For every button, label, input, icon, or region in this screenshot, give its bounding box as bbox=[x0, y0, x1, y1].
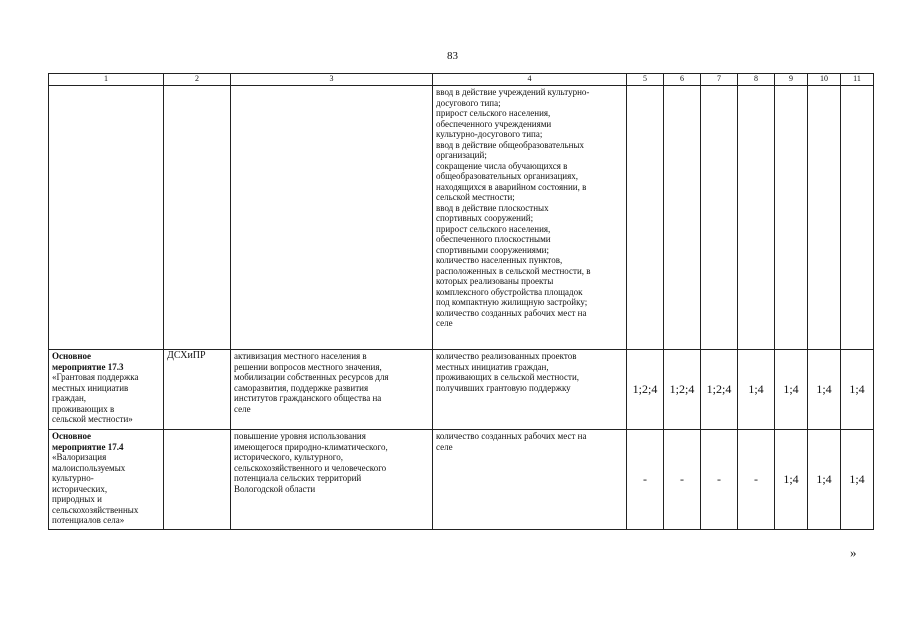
text-line: исторического, культурного, bbox=[234, 452, 344, 462]
value-cell: - bbox=[627, 430, 664, 530]
text-line: количество созданных рабочих мест на bbox=[436, 307, 587, 318]
measure-title: Основное bbox=[52, 351, 91, 361]
measure-title: мероприятие 17.4 bbox=[52, 441, 124, 452]
text-line: местных инициатив граждан, bbox=[436, 361, 549, 372]
text-line: мобилизации собственных ресурсов для bbox=[234, 372, 389, 382]
measure-description: потенциалов села» bbox=[52, 515, 125, 525]
text-line: сокращение числа обучающихся в bbox=[436, 160, 568, 171]
measure-description: «Грантовая поддержка bbox=[52, 372, 139, 382]
text-line: количество населенных пунктов, bbox=[436, 255, 563, 265]
col-header-4: 4 bbox=[433, 74, 627, 86]
text-line: селе bbox=[436, 441, 453, 452]
expected-result-cell bbox=[231, 350, 433, 430]
text-line: селе bbox=[234, 403, 251, 414]
text-line: обеспеченного учреждениями bbox=[436, 118, 552, 129]
text-line: под компактную жилищную застройку; bbox=[436, 297, 588, 307]
table-row-17-4 bbox=[49, 430, 874, 530]
col-header-11: 11 bbox=[841, 74, 874, 86]
measure-description: сельскохозяйственных bbox=[52, 504, 139, 515]
text-line: общеобразовательных организациях, bbox=[436, 171, 579, 181]
text-line: спортивными сооружениями; bbox=[436, 244, 549, 255]
text-line: досугового типа; bbox=[436, 97, 501, 108]
executor-cell bbox=[164, 350, 231, 430]
measures-table bbox=[48, 73, 874, 530]
text-line: саморазвития, поддержке развития bbox=[234, 382, 369, 393]
col-header-5: 5 bbox=[627, 74, 664, 86]
text-line: которых реализованы проекты bbox=[436, 276, 554, 286]
text-line: потенциала сельских территорий bbox=[234, 473, 362, 483]
indicators-cell bbox=[433, 430, 627, 530]
text-line: культурно-досугового типа; bbox=[436, 129, 543, 139]
value-cell: - bbox=[701, 430, 738, 530]
measure-description: местных инициатив bbox=[52, 382, 129, 393]
measure-description: природных и bbox=[52, 494, 102, 504]
measure-description: проживающих в bbox=[52, 403, 115, 414]
measure-description: исторических, bbox=[52, 483, 108, 494]
column-number-row bbox=[49, 74, 874, 86]
col-header-9: 9 bbox=[775, 74, 808, 86]
cell-empty bbox=[627, 86, 664, 350]
text-line: находящихся в аварийном состоянии, в bbox=[436, 181, 587, 192]
value-cell: 1;2;4 bbox=[627, 350, 664, 430]
table-row-continued bbox=[49, 86, 874, 350]
cell-empty bbox=[664, 86, 701, 350]
col-header-1: 1 bbox=[49, 74, 164, 86]
text-line: решении вопросов местного значения, bbox=[234, 361, 382, 372]
cell-empty bbox=[738, 86, 775, 350]
measure-name-cell bbox=[49, 430, 164, 530]
col-header-8: 8 bbox=[738, 74, 775, 86]
text-line: обеспеченного плоскостными bbox=[436, 234, 551, 244]
value-cell: 1;2;4 bbox=[664, 350, 701, 430]
text-line: сельскохозяйственного и человеческого bbox=[234, 462, 387, 473]
closing-quote-mark: » bbox=[850, 545, 857, 560]
text-line: ввод в действие учреждений культурно- bbox=[436, 87, 590, 97]
col-header-2: 2 bbox=[164, 74, 231, 86]
col-header-10: 10 bbox=[808, 74, 841, 86]
value-cell: 1;4 bbox=[775, 430, 808, 530]
value-cell: - bbox=[738, 430, 775, 530]
cell-empty bbox=[808, 86, 841, 350]
value-cell: 1;4 bbox=[841, 350, 874, 430]
text-line: количество созданных рабочих мест на bbox=[436, 431, 587, 441]
expected-result-cell bbox=[231, 430, 433, 530]
text-line: прирост сельского населения, bbox=[436, 108, 551, 118]
text-line: проживающих в сельской местности, bbox=[436, 372, 580, 382]
text-line: расположенных в сельской местности, в bbox=[436, 265, 591, 276]
value-cell: - bbox=[664, 430, 701, 530]
measure-title: Основное bbox=[52, 431, 91, 441]
text-line: институтов гражданского общества на bbox=[234, 393, 382, 403]
indicators-cell bbox=[433, 86, 627, 350]
value-cell: 1;4 bbox=[841, 430, 874, 530]
text-line: активизация местного населения в bbox=[234, 351, 367, 361]
value-cell: 1;4 bbox=[808, 430, 841, 530]
text-line: прирост сельского населения, bbox=[436, 223, 551, 234]
text-line: сельской местности; bbox=[436, 192, 515, 202]
cell-empty bbox=[49, 86, 164, 350]
col-header-6: 6 bbox=[664, 74, 701, 86]
executor: ДСХиПР bbox=[167, 350, 206, 361]
value-cell: 1;4 bbox=[808, 350, 841, 430]
measure-description: малоиспользуемых bbox=[52, 462, 126, 473]
indicators-cell bbox=[433, 350, 627, 430]
cell-empty bbox=[164, 86, 231, 350]
cell-empty bbox=[701, 86, 738, 350]
col-header-3: 3 bbox=[231, 74, 433, 86]
measure-description: граждан, bbox=[52, 393, 87, 403]
value-cell: 1;2;4 bbox=[701, 350, 738, 430]
value-cell: 1;4 bbox=[738, 350, 775, 430]
text-line: имеющегося природно-климатического, bbox=[234, 441, 388, 452]
text-line: Вологодской области bbox=[234, 483, 316, 494]
page-number: 83 bbox=[447, 50, 458, 62]
value-cell: 1;4 bbox=[775, 350, 808, 430]
text-line: количество реализованных проектов bbox=[436, 351, 577, 361]
text-line: получивших грантовую поддержку bbox=[436, 382, 571, 393]
table-row-17-3 bbox=[49, 350, 874, 430]
text-line: комплексного обустройства площадок bbox=[436, 286, 583, 297]
measure-title: мероприятие 17.3 bbox=[52, 361, 124, 372]
measure-description: культурно- bbox=[52, 473, 94, 483]
text-line: селе bbox=[436, 318, 453, 328]
text-line: ввод в действие общеобразовательных bbox=[436, 139, 584, 150]
measure-description: сельской местности» bbox=[52, 414, 133, 424]
cell-empty bbox=[841, 86, 874, 350]
text-line: ввод в действие плоскостных bbox=[436, 202, 549, 213]
measure-description: «Валоризация bbox=[52, 452, 107, 462]
executor-cell bbox=[164, 430, 231, 530]
text-line: спортивных сооружений; bbox=[436, 213, 534, 223]
cell-empty bbox=[775, 86, 808, 350]
text-line: повышение уровня использования bbox=[234, 431, 366, 441]
col-header-7: 7 bbox=[701, 74, 738, 86]
cell-empty bbox=[231, 86, 433, 350]
text-line: организаций; bbox=[436, 150, 487, 160]
measure-name-cell bbox=[49, 350, 164, 430]
